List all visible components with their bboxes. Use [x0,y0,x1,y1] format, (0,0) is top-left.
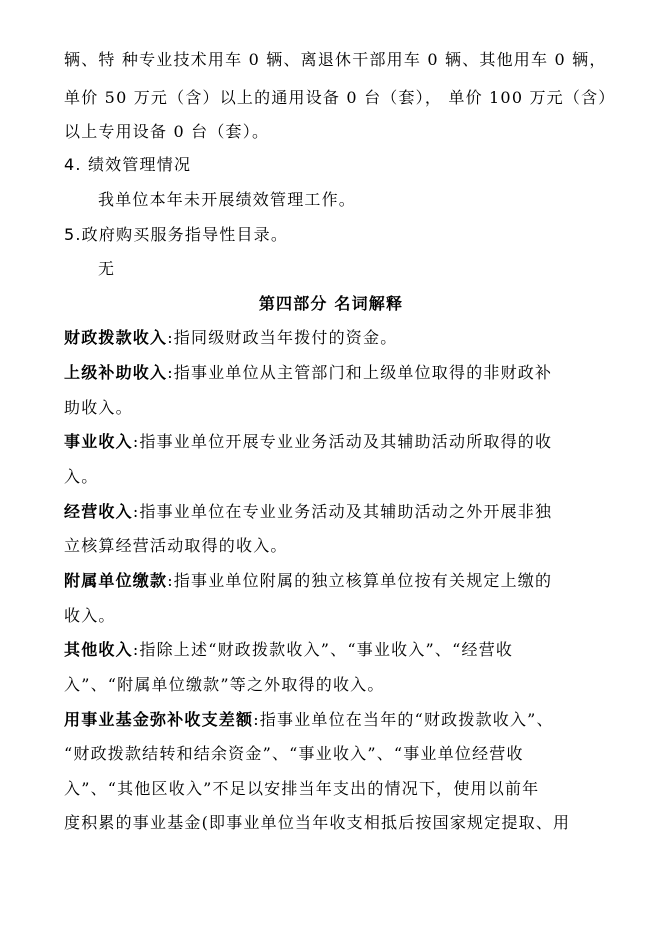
glossary-entry [64,499,604,525]
glossary-definition-cont: 助收入。 [64,398,133,417]
glossary-term: 其他收入 [64,640,133,659]
glossary-entry [64,360,604,386]
glossary-entry [64,707,604,733]
glossary-definition-cont: 度积累的事业基金(即事业单位当年收支相抵后按国家规定提取、用 [64,813,571,832]
glossary-term: 用事业基金弥补收支差额 [64,710,254,729]
glossary-definition: :指事业单位从主管部门和上级单位取得的非财政补 [167,363,553,382]
procurement-body: 无 [98,259,116,278]
vehicles-line-2: 单价 50 万元（含）以上的通用设备 0 台（套）， 单价 100 万元（含） [64,88,616,107]
performance-body: 我单位本年未开展绩效管理工作。 [98,190,357,209]
glossary-definition-cont: 入”、“其他区收入”不足以安排当年支出的情况下，使用以前年 [64,779,540,798]
glossary-term: 经营收入 [64,502,133,521]
glossary-definition-cont: 立核算经营活动取得的收入。 [64,536,288,555]
glossary-definition: :指事业单位在当年的“财政拨款收入”、 [253,710,554,729]
glossary-definition-cont: “财政拨款结转和结余资金”、“事业收入”、“事业单位经营收 [64,744,524,763]
vehicles-line-3: 以上专用设备 0 台（套）。 [64,122,270,141]
glossary-definition-cont: 收入。 [64,606,116,625]
procurement-heading: 5.政府购买服务指导性目录。 [64,225,289,244]
performance-heading: 4. 绩效管理情况 [64,155,192,174]
glossary-definition: :指除上述“财政拨款收入”、“事业收入”、“经营收 [132,640,514,659]
vehicles-line-1: 辆、特 种专业技术用车 0 辆、离退休干部用车 0 辆、其他用车 0 辆， [64,50,607,69]
glossary-definition-cont: 入”、“附属单位缴款”等之外取得的收入。 [64,675,385,694]
glossary-definition: :指同级财政当年拨付的资金。 [167,328,398,347]
glossary-term: 事业收入 [64,432,133,451]
glossary-definition: :指事业单位附属的独立核算单位按有关规定上缴的 [167,571,553,590]
glossary-definition-cont: 入。 [64,467,99,486]
glossary-title: 第四部分 名词解释 [258,294,404,313]
glossary-entry [64,568,604,594]
glossary-definition: :指事业单位开展专业业务活动及其辅助活动所取得的收 [132,432,553,451]
glossary-entry [64,637,604,663]
glossary-entry [64,429,604,455]
glossary-term: 上级补助收入 [64,363,168,382]
glossary-term: 财政拨款收入 [64,328,168,347]
glossary-entry [64,325,604,351]
glossary-definition: :指事业单位在专业业务活动及其辅助活动之外开展非独 [132,502,553,521]
glossary-term: 附属单位缴款 [64,571,168,590]
